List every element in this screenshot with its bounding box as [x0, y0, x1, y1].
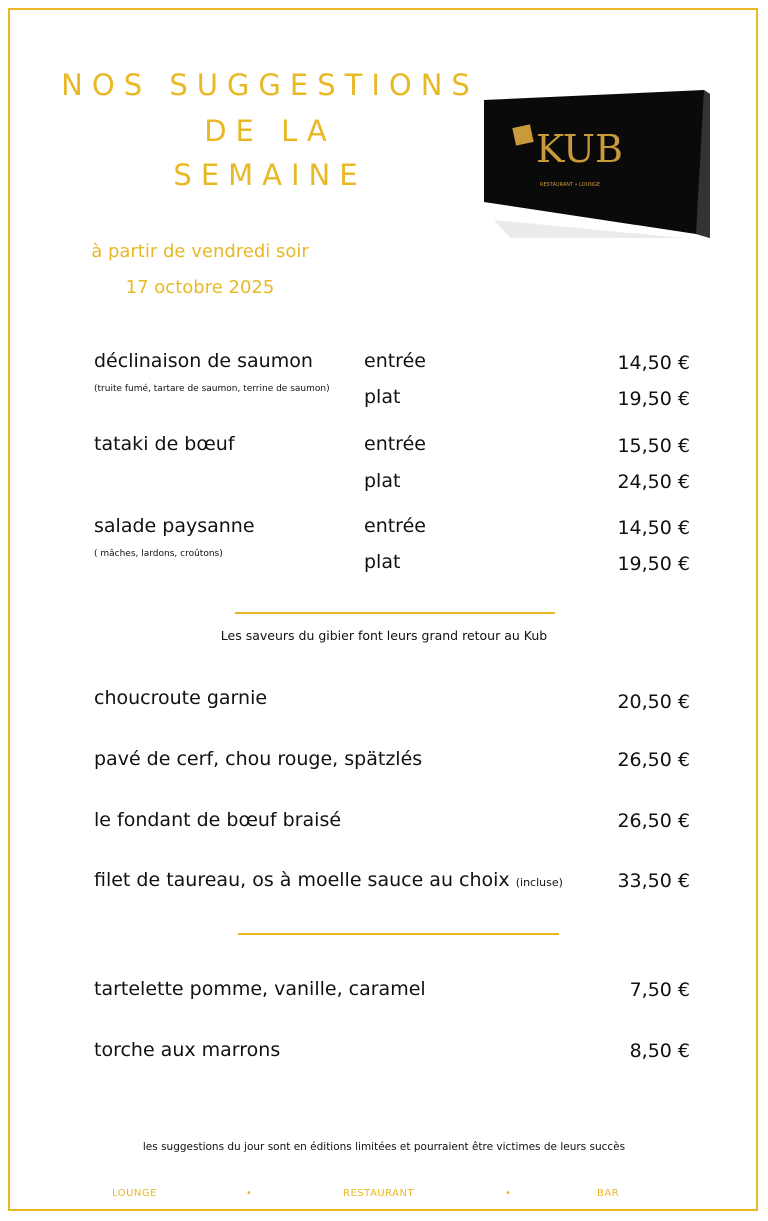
dish-option-kind: entrée — [364, 433, 426, 455]
logo-subtitle: RESTAURANT • LOUNGE — [540, 182, 601, 188]
logo-text: KUB — [536, 127, 623, 171]
title-line-3: SEMAINE — [173, 158, 367, 192]
dish-price: 19,50 € — [617, 388, 690, 410]
dish-name: tartelette pomme, vanille, caramel — [94, 978, 426, 1000]
dish-price: 7,50 € — [629, 979, 690, 1001]
divider — [235, 612, 555, 614]
bottom-bar: BAR — [597, 1188, 620, 1199]
bottom-restaurant: RESTAURANT — [343, 1188, 415, 1199]
dish-price: 8,50 € — [629, 1040, 690, 1062]
dish-price: 14,50 € — [617, 352, 690, 374]
dish-price: 26,50 € — [617, 749, 690, 771]
dish-name: pavé de cerf, chou rouge, spätzlés — [94, 748, 423, 770]
bottom-lounge: LOUNGE — [112, 1188, 157, 1199]
dish-price: 20,50 € — [617, 691, 690, 713]
dish-option-kind: entrée — [364, 350, 426, 372]
date-text: 17 octobre 2025 — [125, 277, 275, 298]
from-text: à partir de vendredi soir — [91, 241, 309, 262]
bottom-dot: • — [246, 1188, 253, 1199]
footer-note: les suggestions du jour sont en éditions limitées et pourraient être victimes de leurs succès — [142, 1141, 626, 1153]
dish-price: 33,50 € — [617, 870, 690, 892]
dish-name: salade paysanne — [94, 515, 255, 537]
dish-name: tataki de bœuf — [94, 433, 235, 455]
dish-price: 26,50 € — [617, 810, 690, 832]
bottom-dot: • — [505, 1188, 512, 1199]
dish-option-kind: entrée — [364, 515, 426, 537]
kub-logo — [484, 90, 710, 238]
dish-suffix: (incluse) — [515, 876, 563, 889]
dish-option-kind: plat — [364, 470, 401, 492]
tagline: Les saveurs du gibier font leurs grand retour au Kub — [220, 628, 548, 643]
title-line-2: DE LA — [204, 114, 336, 148]
dish-name: déclinaison de saumon — [94, 350, 313, 372]
dish-name: choucroute garnie — [94, 687, 268, 709]
title-line-1: NOS SUGGESTIONS — [61, 68, 479, 102]
dish-price: 15,50 € — [617, 435, 690, 457]
dish-option-kind: plat — [364, 551, 401, 573]
dish-option-kind: plat — [364, 386, 401, 408]
dish-note: (truite fumé, tartare de saumon, terrine de saumon) — [94, 384, 330, 394]
divider — [238, 933, 559, 935]
dish-name: filet de taureau, os à moelle sauce au choix — [94, 869, 510, 891]
dish-price: 14,50 € — [617, 517, 690, 539]
dish-price: 24,50 € — [617, 471, 690, 493]
dish-name: torche aux marrons — [94, 1039, 281, 1061]
dish-note: ( mâches, lardons, croûtons) — [94, 549, 223, 559]
dish-name-with-suffix — [94, 869, 563, 891]
dish-price: 19,50 € — [617, 553, 690, 575]
dish-name: le fondant de bœuf braisé — [94, 809, 342, 831]
